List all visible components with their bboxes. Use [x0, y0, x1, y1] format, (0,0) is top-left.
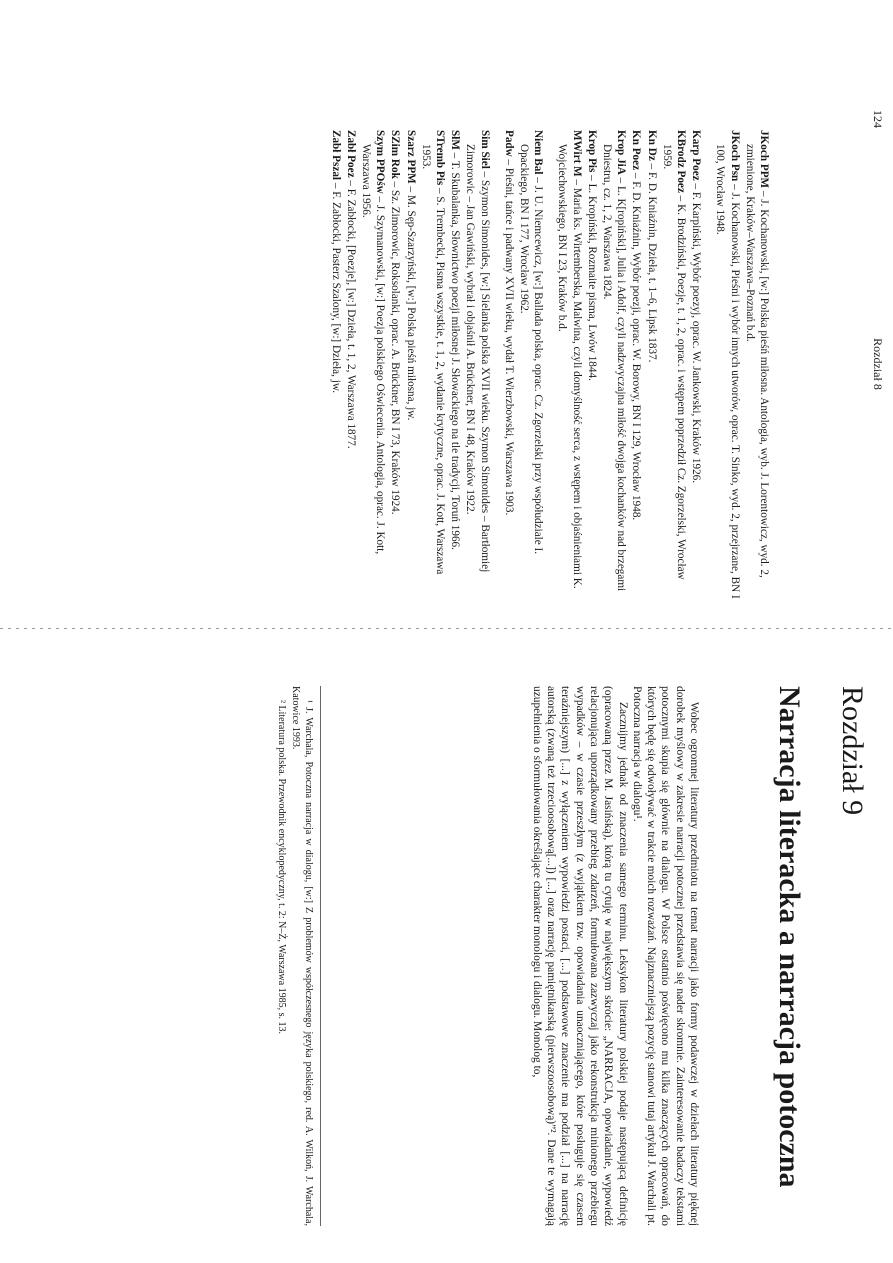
footnote: ¹ J. Warchala, Potoczna narracja w dialogu, [w:] Z problemów współczesnego języka polskiego, red. A. Wilkoń, J. Warchala, Katowice 1993. [290, 686, 314, 1226]
entry-reference: – S. Trembecki, Pisma wszystkie, t. 1, 2, wydanie krytyczne, oprac. J. Kott, Warszawa 1953. [419, 144, 446, 575]
right-page [0, 620, 893, 1263]
entry-abbreviation: Padw [502, 130, 515, 157]
entry-abbreviation: Karp Poez [690, 130, 703, 181]
entry-reference: – J. Kochanowski, [w:] Polska pieśń miłosna. Antologia, wyb. J. Lorentowicz, wyd. 2, zmienione, Kraków–Warszawa–Poznań b.d. [743, 144, 770, 578]
bibliography-entry [555, 130, 583, 600]
running-head [870, 110, 885, 600]
entry-abbreviation: Niem Bal [532, 130, 545, 175]
entry-abbreviation: Sim Siel [478, 130, 491, 169]
entry-reference: – F. Zabłocki, [Poezje], [w:] Dzieła, t. 1, 2, Warszawa 1877. [344, 177, 357, 449]
entry-reference: – J. U. Niemcewicz, [w:] Ballada polska, oprac. Cz. Zgorzelski przy współudziale I. Opackiego, BN I 177, Wrocław 1962. [517, 144, 545, 555]
footnote: ² Literatura polska. Przewodnik encyklopedyczny, t. 2: N–Ż, Warszawa 1985, s. 13. [276, 700, 287, 1035]
entry-reference: – F. D. Kniaźnin, Wybór poezji, oprac. W. Borowy, BN I 129, Wrocław 1948. [630, 170, 643, 521]
bibliography-entry [644, 130, 658, 600]
entry-reference: – J. Szymanowski, [w:] Poezja polskiego Oświecenia. Antologia, oprac. J. Kott, Warszawa 1956. [359, 144, 387, 555]
entry-reference: – F. Karpiński, Wybór poezyj, oprac. W. Jankowski, Kraków 1926. [690, 180, 703, 484]
bibliography-entry [713, 130, 741, 600]
entry-abbreviation: Kn Poez [630, 130, 643, 171]
entry-abbreviation: MWirt M [570, 130, 583, 177]
bibliography-entry [517, 130, 545, 600]
bibliography-entry [629, 130, 643, 600]
entry-reference: – Pieśni, tańce i padwany XVII wieku, wydał T. Wierzbowski, Warszawa 1903. [502, 156, 515, 516]
entry-abbreviation: Kn Dz [645, 130, 658, 161]
entry-reference: – Maria ks. Wirtemberska, Malwina, czyli domyślność serca, z wstępem i objaśnieniami K. Wojciechowskiego, BN I 23, Kraków b.d. [556, 144, 583, 589]
bibliography-entry [328, 130, 342, 600]
body-paragraph: Wobec ogromnej literatury przedmiotu na temat narracji jako formy podawczej w dziełach literatury pięknej dorobek myślowy w zakresie narracji potocznej przedstawia się nader skromnie. Zainteresowanie badaczy tekstami potocznymi skupia się głównie na dialogu. W Polsce ostatnio poświęcono mu kilka znaczących opracowań, do których będę się odwoływać w trakcie moich rozważań. Najznaczniejszą pozycję stanowi tutaj artykuł J. Warchali pt. Potoczna narracja w dialogu¹. [630, 686, 700, 1226]
bibliography-entry [388, 130, 402, 600]
bibliography-entry [359, 130, 387, 600]
entry-reference: – F. Zabłocki, Pasterz Szalony, [w:] Dzieła, jw. [329, 180, 342, 394]
entry-abbreviation: Szarz PPM [404, 130, 417, 184]
body-paragraph: Zacznijmy jednak od znaczenia samego terminu. Leksykon literatury polskiej podaje następującą definicję (opracowaną przez M. Jasińską), którą tu cytuję w największym skrócie: „NARRACJA, opowiadanie, wypowiedź relacjonująca uporządkowany przebieg zdarzeń, formułowana zazwyczaj jako rekonstrukcja minionego przebiegu wypadków – w czasie przeszłym (z wyjątkiem tzw. opowiadania unaoczniającego, które posługuje się czasem teraźniejszym) [...] z wyłączeniem wypowiedzi postaci, [...] podstawowe znaczenie ma podział [...] na narrację autorską (zwaną też trzecioosobową[...]) [...] oraz narrację pamiętnikarską (pierwszoosobową)”². Dane te wymagają uzupełnienia o sformułowania określające charakter monologu i dialogu. Monolog to, [530, 686, 629, 1226]
entry-abbreviation: Krop JiA [615, 130, 628, 175]
entry-abbreviation: JKoch Psn [728, 130, 741, 182]
entry-reference: – Szymon Simonides, [w:] Sielanka polska XVII wieku. Szymon Simonides – Bartłomiej Zimorowic – Jan Gawiński, wybrał i objaśnił A. Brückner, BN I 48, Kraków 1922. [464, 144, 491, 573]
entry-abbreviation: JKoch PPM [758, 130, 770, 189]
bibliography-entry [463, 130, 491, 600]
body-text [529, 686, 701, 1226]
entry-reference: – L. Kropiński, Rozmaite pisma, Lwów 1844. [585, 172, 598, 381]
left-page [0, 0, 893, 620]
entry-reference: – Sz. Zimorowic, Roksolanki, oprac. A. Brückner, BN I 73, Kraków 1924. [389, 178, 402, 515]
entry-abbreviation: SZim Rok [389, 130, 402, 179]
bibliography-list [91, 130, 771, 600]
chapter-title: Narracja literacka a narracja potoczna [773, 686, 806, 1188]
bibliography-entry [600, 130, 628, 600]
entry-abbreviation: KBrodz Poez [674, 130, 687, 193]
entry-reference: – J. Kochanowski, Pieśni i wybór innych utworów, oprac. T. Sinko, wyd. 2, przejrzane, BN I 100, Wrocław 1948. [714, 144, 741, 599]
bibliography-entry [743, 130, 771, 600]
bibliography-entry [660, 130, 688, 600]
bibliography-entry [502, 130, 516, 600]
bibliography-entry [419, 130, 447, 600]
page-number: 124 [871, 110, 885, 128]
entry-abbreviation: Szym PPOśw [374, 130, 387, 194]
entry-abbreviation: Krop Pis [585, 130, 598, 173]
running-head-title: Rozdział 8 [871, 338, 885, 390]
entry-reference: – L. K[ropiński], Julia i Adolf, czyli nadzwyczajna miłość dwojga kochanków nad brzegami Dniestru, cz. 1, 2, Warszawa 1824. [600, 144, 628, 592]
bibliography-entry [585, 130, 599, 600]
bibliography-entry [403, 130, 417, 600]
footnotes [273, 686, 322, 1226]
entry-abbreviation: Zabł Pszal [329, 130, 342, 181]
entry-reference: – F. D. Kniaźnin, Dzieła, t. 1–6, Lipsk 1837. [645, 160, 658, 363]
bibliography-entry [689, 130, 703, 600]
entry-abbreviation: Zabł Poez [344, 130, 357, 178]
chapter-label: Rozdział 9 [836, 686, 869, 816]
entry-abbreviation: STremb Pis [433, 130, 446, 186]
entry-reference: – T. Skubalanka, Słownictwo poezji miłosnej J. Słowackiego na tle tradycji, Toruń 1966. [449, 149, 462, 550]
bibliography-entry [448, 130, 462, 600]
entry-reference: – M. Sęp-Szarzyński, [w:] Polska pieśń miłosna, jw. [404, 183, 417, 421]
entry-reference: – K. Brodziński, Poezje, t. 1, 2, oprac. i wstępem poprzedził Cz. Zgorzelski, Wrocław 1959. [660, 144, 687, 580]
entry-abbreviation: SłM [449, 130, 462, 150]
bibliography-entry [344, 130, 358, 600]
